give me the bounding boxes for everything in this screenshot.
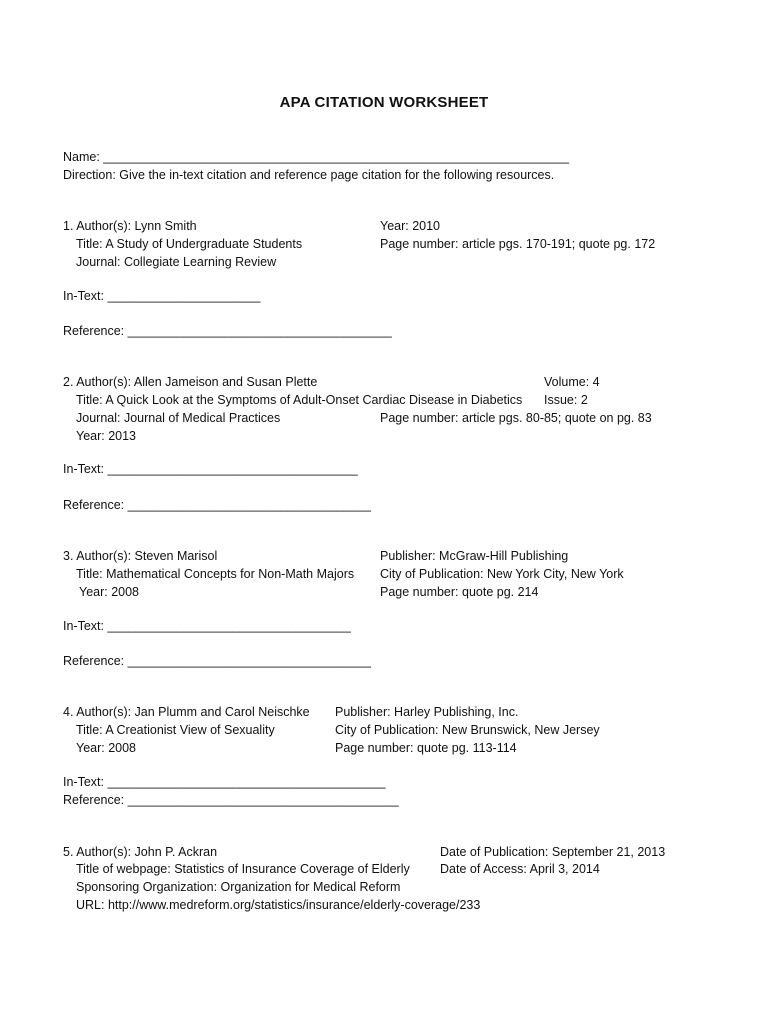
item-year: Year: 2008 bbox=[76, 741, 137, 755]
item-publisher: Publisher: Harley Publishing, Inc. bbox=[335, 705, 519, 719]
reference-field[interactable]: Reference: ______________________________________ bbox=[63, 324, 392, 338]
item-title: Title: A Quick Look at the Symptoms of Adult-Onset Cardiac Disease in Diabetics bbox=[76, 393, 523, 407]
intext-field[interactable]: In-Text: ____________________________________ bbox=[63, 462, 358, 476]
item-title: Title: Mathematical Concepts for Non-Math Majors bbox=[76, 567, 355, 581]
item-access-date: Date of Access: April 3, 2014 bbox=[440, 862, 600, 876]
intext-field[interactable]: In-Text: ______________________ bbox=[63, 289, 261, 303]
item-author: 2. Author(s): Allen Jameison and Susan Plette bbox=[63, 375, 318, 389]
item-pages: Page number: article pgs. 80-85; quote on pg. 83 bbox=[380, 411, 652, 425]
reference-field[interactable]: Reference: _______________________________________ bbox=[63, 793, 399, 807]
item-pages: Page number: quote pg. 214 bbox=[380, 585, 539, 599]
item-pub-date: Date of Publication: September 21, 2013 bbox=[440, 845, 666, 859]
item-author: 5. Author(s): John P. Ackran bbox=[63, 845, 218, 859]
item-year: Year: 2010 bbox=[380, 219, 441, 233]
item-volume: Volume: 4 bbox=[544, 375, 600, 389]
reference-field[interactable]: Reference: ___________________________________ bbox=[63, 654, 371, 668]
direction-text: Direction: Give the in-text citation and reference page citation for the following resources. bbox=[63, 168, 555, 182]
item-journal: Journal: Collegiate Learning Review bbox=[76, 255, 277, 269]
name-field[interactable]: Name: ___________________________________________________________________ bbox=[63, 150, 570, 164]
item-year: Year: 2013 bbox=[76, 429, 137, 443]
reference-field[interactable]: Reference: ___________________________________ bbox=[63, 498, 371, 512]
item-title: Title of webpage: Statistics of Insurance Coverage of Elderly bbox=[76, 862, 410, 876]
item-pages: Page number: article pgs. 170-191; quote pg. 172 bbox=[380, 237, 656, 251]
item-city: City of Publication: New York City, New York bbox=[380, 567, 624, 581]
item-url: URL: http://www.medreform.org/statistics/insurance/elderly-coverage/233 bbox=[76, 898, 481, 912]
item-title: Title: A Study of Undergraduate Students bbox=[76, 237, 303, 251]
item-city: City of Publication: New Brunswick, New Jersey bbox=[335, 723, 600, 737]
item-year: Year: 2008 bbox=[79, 585, 140, 599]
item-publisher: Publisher: McGraw-Hill Publishing bbox=[380, 549, 569, 563]
item-pages: Page number: quote pg. 113-114 bbox=[335, 741, 517, 755]
item-author: 1. Author(s): Lynn Smith bbox=[63, 219, 197, 233]
page-title: APA CITATION WORKSHEET bbox=[279, 94, 489, 111]
item-journal: Journal: Journal of Medical Practices bbox=[76, 411, 281, 425]
item-organization: Sponsoring Organization: Organization for Medical Reform bbox=[76, 880, 401, 894]
item-title: Title: A Creationist View of Sexuality bbox=[76, 723, 275, 737]
intext-field[interactable]: In-Text: ___________________________________ bbox=[63, 619, 351, 633]
item-author: 4. Author(s): Jan Plumm and Carol Neischke bbox=[63, 705, 310, 719]
intext-field[interactable]: In-Text: ________________________________________ bbox=[63, 775, 386, 789]
item-author: 3. Author(s): Steven Marisol bbox=[63, 549, 218, 563]
item-issue: Issue: 2 bbox=[544, 393, 588, 407]
